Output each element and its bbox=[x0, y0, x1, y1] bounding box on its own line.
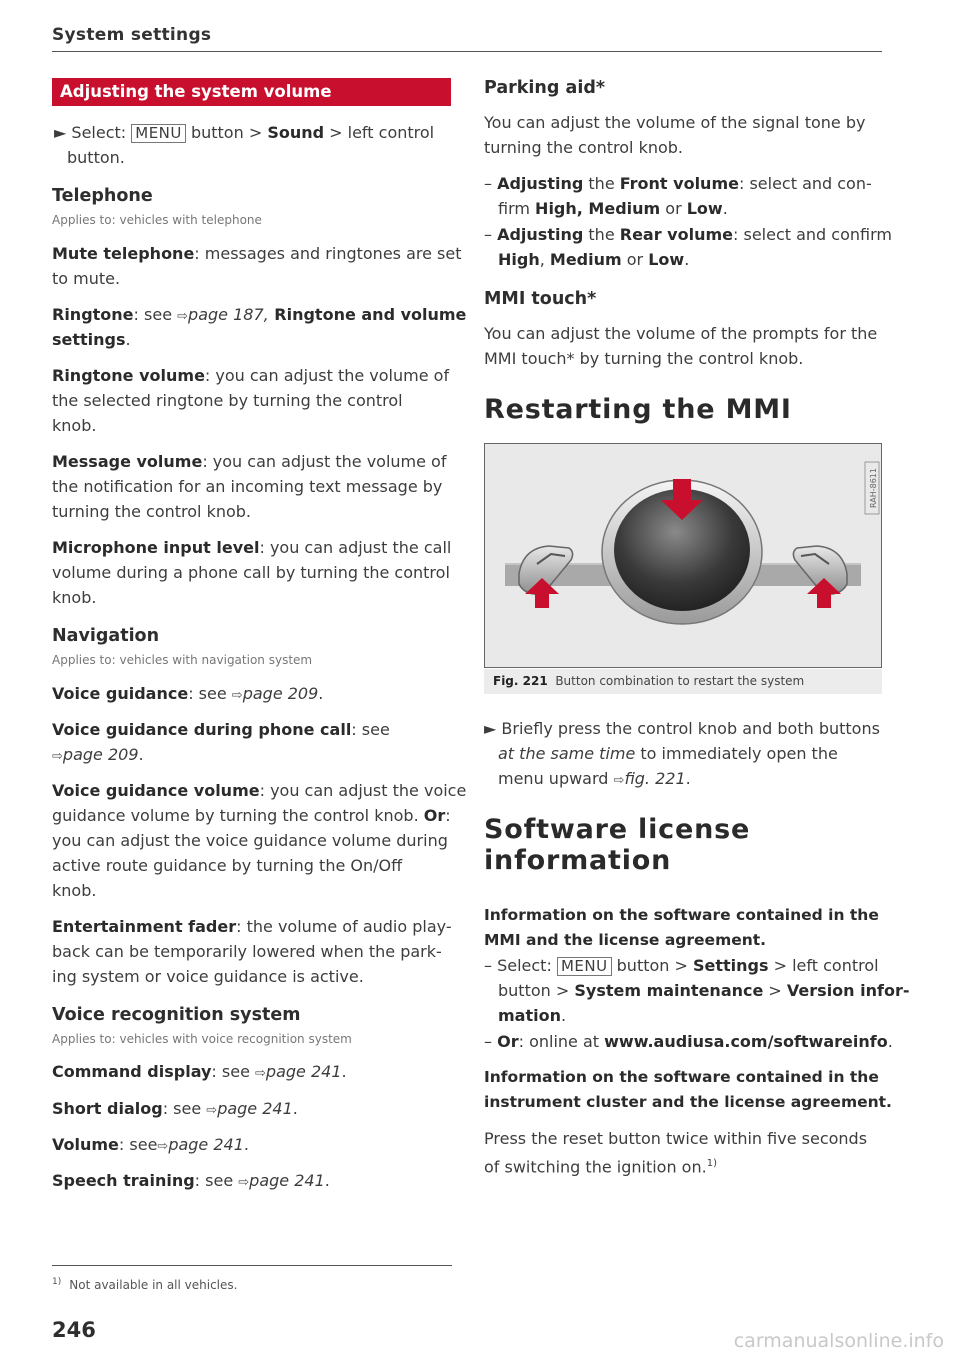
message-volume: Message volume: you can adjust the volume of bbox=[52, 452, 447, 471]
mmi-touch-text-l1: You can adjust the volume of the prompts for the bbox=[484, 324, 878, 343]
software-reset-l1: Press the reset button twice within five seconds bbox=[484, 1129, 868, 1148]
mute-telephone: Mute telephone: messages and ringtones are set bbox=[52, 244, 462, 263]
voice-guidance-volume-l3: you can adjust the voice guidance volume during bbox=[52, 831, 448, 850]
entertainment-fader-l3: ing system or voice guidance is active. bbox=[52, 967, 364, 986]
reference-arrow-icon: ⇨ bbox=[206, 1103, 218, 1118]
figure-code bbox=[865, 462, 879, 514]
parking-rear-volume-cont: High, Medium or Low. bbox=[498, 250, 690, 269]
applies-telephone: Applies to: vehicles with telephone bbox=[52, 213, 262, 227]
message-volume-l3: turning the control knob. bbox=[52, 502, 252, 521]
parking-rear-volume: – Adjusting the Rear volume: select and confirm bbox=[484, 225, 892, 244]
ringtone-volume-l2: the selected ringtone by turning the control bbox=[52, 391, 403, 410]
voice-guidance-volume-l5: knob. bbox=[52, 881, 97, 900]
speech-training: Speech training: see ⇨page 241. bbox=[52, 1171, 330, 1190]
restart-step: ► Briefly press the control knob and both buttons bbox=[484, 719, 880, 738]
figure-restart-mmi bbox=[484, 443, 882, 668]
microphone-level: Microphone input level: you can adjust the call bbox=[52, 538, 452, 557]
figure-caption: Fig. 221 Button combination to restart the system bbox=[484, 669, 882, 694]
watermark: carmanualsonline.info bbox=[733, 1330, 944, 1352]
voice-guidance-during-call-ref: ⇨page 209. bbox=[52, 745, 144, 764]
reference-arrow-icon: ⇨ bbox=[52, 749, 63, 764]
software-select-step: – Select: MENU button > Settings > left control bbox=[484, 956, 879, 975]
select-sound-step: ► Select: MENU button > Sound > left control bbox=[54, 123, 435, 142]
menu-key: MENU bbox=[131, 124, 186, 143]
parking-front-volume-cont: firm High, Medium or Low. bbox=[498, 199, 728, 218]
reference-arrow-icon: ⇨ bbox=[177, 309, 189, 324]
software-select-step-l2: button > System maintenance > Version infor- bbox=[498, 981, 910, 1000]
page-header-title: System settings bbox=[52, 25, 212, 45]
footnote-divider bbox=[52, 1265, 452, 1266]
software-sub2-l1: Information on the software contained in the bbox=[484, 1068, 879, 1086]
software-sub1-l2: MMI and the license agreement. bbox=[484, 931, 767, 949]
heading-mmi-touch: MMI touch* bbox=[484, 289, 597, 309]
reference-arrow-icon: ⇨ bbox=[157, 1139, 169, 1154]
reference-arrow-icon: ⇨ bbox=[255, 1066, 266, 1081]
voice-guidance: Voice guidance: see ⇨page 209. bbox=[52, 684, 324, 703]
parking-aid-text-l1: You can adjust the volume of the signal tone by bbox=[484, 113, 866, 132]
heading-voice-recognition: Voice recognition system bbox=[52, 1005, 301, 1025]
reference-arrow-icon: ⇨ bbox=[238, 1175, 250, 1190]
heading-telephone: Telephone bbox=[52, 186, 153, 206]
reference-arrow-icon: ⇨ bbox=[613, 773, 625, 788]
svg-text:RAH-8611: RAH-8611 bbox=[869, 468, 878, 508]
ringtone-volume: Ringtone volume: you can adjust the volume of bbox=[52, 366, 450, 385]
mute-telephone-cont: to mute. bbox=[52, 269, 121, 288]
heading-parking-aid: Parking aid* bbox=[484, 78, 605, 98]
voice-guidance-volume-l2: guidance volume by turning the control knob. Or: bbox=[52, 806, 451, 825]
heading-navigation: Navigation bbox=[52, 626, 160, 646]
volume: Volume: see⇨page 241. bbox=[52, 1135, 249, 1154]
message-volume-l2: the notification for an incoming text message by bbox=[52, 477, 443, 496]
parking-front-volume: – Adjusting the Front volume: select and con- bbox=[484, 174, 872, 193]
header-divider bbox=[52, 51, 882, 52]
mmi-knob-illustration bbox=[485, 444, 881, 667]
software-info-link[interactable]: www.audiusa.com/softwareinfo bbox=[604, 1032, 888, 1051]
parking-aid-text-l2: turning the control knob. bbox=[484, 138, 684, 157]
microphone-level-l2: volume during a phone call by turning the control bbox=[52, 563, 450, 582]
entertainment-fader-l2: back can be temporarily lowered when the park- bbox=[52, 942, 442, 961]
bullet-icon: ► bbox=[484, 719, 497, 738]
software-sub1-l1: Information on the software contained in the bbox=[484, 906, 879, 924]
heading-software-license-l2: information bbox=[484, 845, 672, 876]
ringtone-volume-l3: knob. bbox=[52, 416, 97, 435]
restart-step-l2: at the same time to immediately open the bbox=[498, 744, 838, 763]
software-sub2-l2: instrument cluster and the license agreement. bbox=[484, 1093, 892, 1111]
reference-arrow-icon: ⇨ bbox=[231, 688, 243, 703]
software-select-step-l3: mation. bbox=[498, 1006, 567, 1025]
applies-navigation: Applies to: vehicles with navigation system bbox=[52, 653, 313, 667]
menu-key: MENU bbox=[557, 957, 612, 976]
section-title-system-volume: Adjusting the system volume bbox=[52, 78, 451, 106]
page-number: 246 bbox=[52, 1318, 96, 1342]
heading-restarting-mmi: Restarting the MMI bbox=[484, 394, 792, 425]
ringtone-cont: settings. bbox=[52, 330, 131, 349]
select-sound-step-cont: button. bbox=[67, 148, 125, 167]
voice-guidance-volume: Voice guidance volume: you can adjust the voice bbox=[52, 781, 467, 800]
software-online-step: – Or: online at www.audiusa.com/softwareinfo. bbox=[484, 1032, 893, 1051]
applies-voice-recognition: Applies to: vehicles with voice recognition system bbox=[52, 1032, 352, 1046]
bullet-icon: ► bbox=[54, 123, 67, 142]
heading-software-license-l1: Software license bbox=[484, 814, 751, 845]
voice-guidance-during-call: Voice guidance during phone call: see bbox=[52, 720, 390, 739]
command-display: Command display: see ⇨page 241. bbox=[52, 1062, 347, 1081]
microphone-level-l3: knob. bbox=[52, 588, 97, 607]
voice-guidance-volume-l4: active route guidance by turning the On/Off bbox=[52, 856, 403, 875]
mmi-touch-text-l2: MMI touch* by turning the control knob. bbox=[484, 349, 804, 368]
software-reset-l2: of switching the ignition on.$^{1)}$ bbox=[484, 1157, 717, 1177]
entertainment-fader: Entertainment fader: the volume of audio play- bbox=[52, 917, 452, 936]
short-dialog: Short dialog: see ⇨page 241. bbox=[52, 1099, 298, 1118]
restart-step-l3: menu upward ⇨fig. 221. bbox=[498, 769, 691, 788]
footnote: $^{1)}$ Not available in all vehicles. bbox=[52, 1277, 238, 1292]
ringtone: Ringtone: see ⇨page 187, Ringtone and volume bbox=[52, 305, 467, 324]
